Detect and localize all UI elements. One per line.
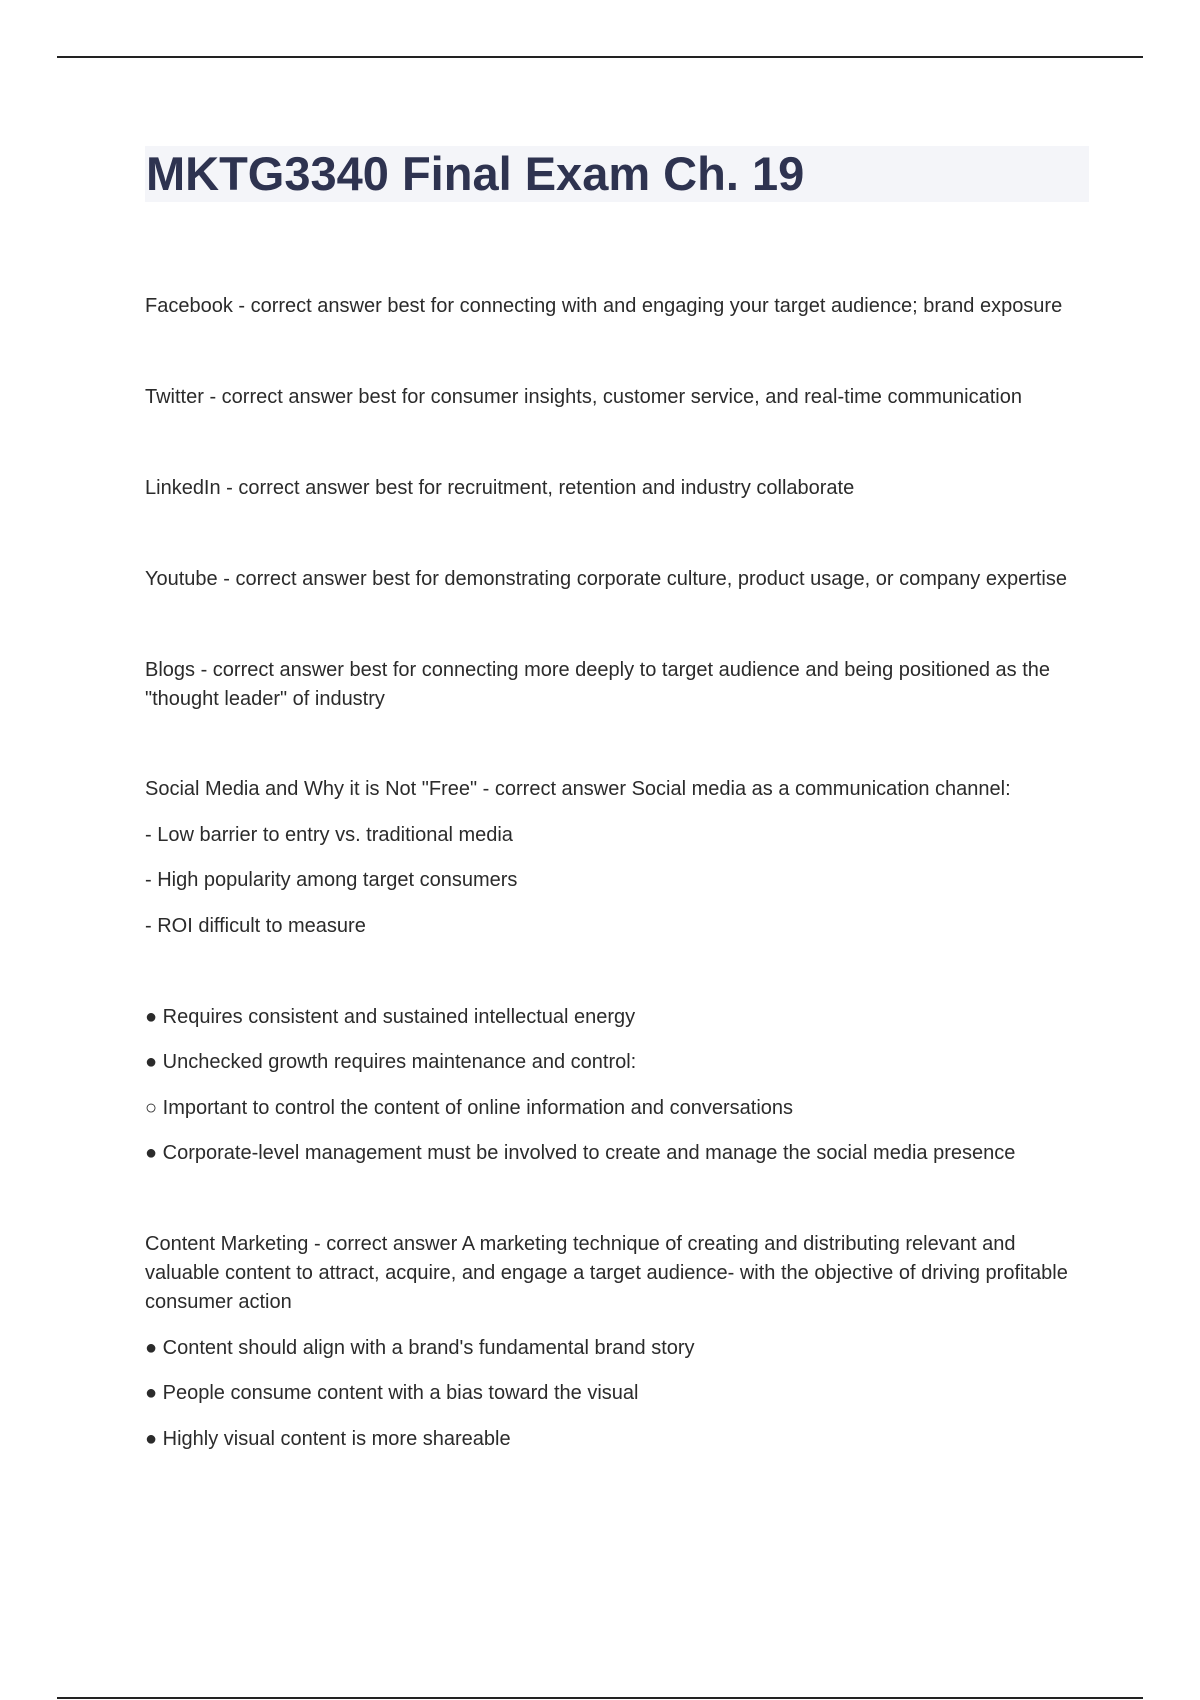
list-item: - Low barrier to entry vs. traditional media bbox=[145, 824, 513, 846]
top-divider bbox=[57, 56, 1143, 58]
bullet-item: ● Highly visual content is more shareable bbox=[145, 1428, 511, 1450]
bullet-item: ● Unchecked growth requires maintenance and control: bbox=[145, 1051, 637, 1073]
entry-facebook: Facebook - correct answer best for connecting with and engaging your target audience; brand exposure bbox=[145, 295, 1063, 317]
list-item: - High popularity among target consumers bbox=[145, 869, 518, 891]
bullet-item: ● Content should align with a brand's fundamental brand story bbox=[145, 1337, 695, 1359]
entry-blogs: Blogs - correct answer best for connecting more deeply to target audience and being positioned as the "thought leader" of industry bbox=[145, 659, 1050, 710]
entry-linkedin: LinkedIn - correct answer best for recruitment, retention and industry collaborate bbox=[145, 477, 855, 499]
entry-content-marketing: Content Marketing - correct answer A marketing technique of creating and distributing relevant and valuable content to attract, acquire, and engage a target audience- with the objective of driving profitable consumer action bbox=[145, 1233, 1068, 1313]
entry-youtube: Youtube - correct answer best for demonstrating corporate culture, product usage, or company expertise bbox=[145, 568, 1067, 590]
entry-social-media: Social Media and Why it is Not "Free" - correct answer Social media as a communication channel: bbox=[145, 778, 1011, 800]
bullet-item: ● Corporate-level management must be involved to create and manage the social media presence bbox=[145, 1142, 1016, 1164]
entry-twitter: Twitter - correct answer best for consumer insights, customer service, and real-time communication bbox=[145, 386, 1022, 408]
bullet-item: ● People consume content with a bias toward the visual bbox=[145, 1382, 639, 1404]
sub-bullet-item: ○ Important to control the content of online information and conversations bbox=[145, 1097, 794, 1119]
document-title: MKTG3340 Final Exam Ch. 19 bbox=[146, 147, 805, 200]
list-item: - ROI difficult to measure bbox=[145, 915, 366, 937]
bullet-item: ● Requires consistent and sustained intellectual energy bbox=[145, 1006, 636, 1028]
bottom-divider bbox=[57, 1697, 1143, 1699]
